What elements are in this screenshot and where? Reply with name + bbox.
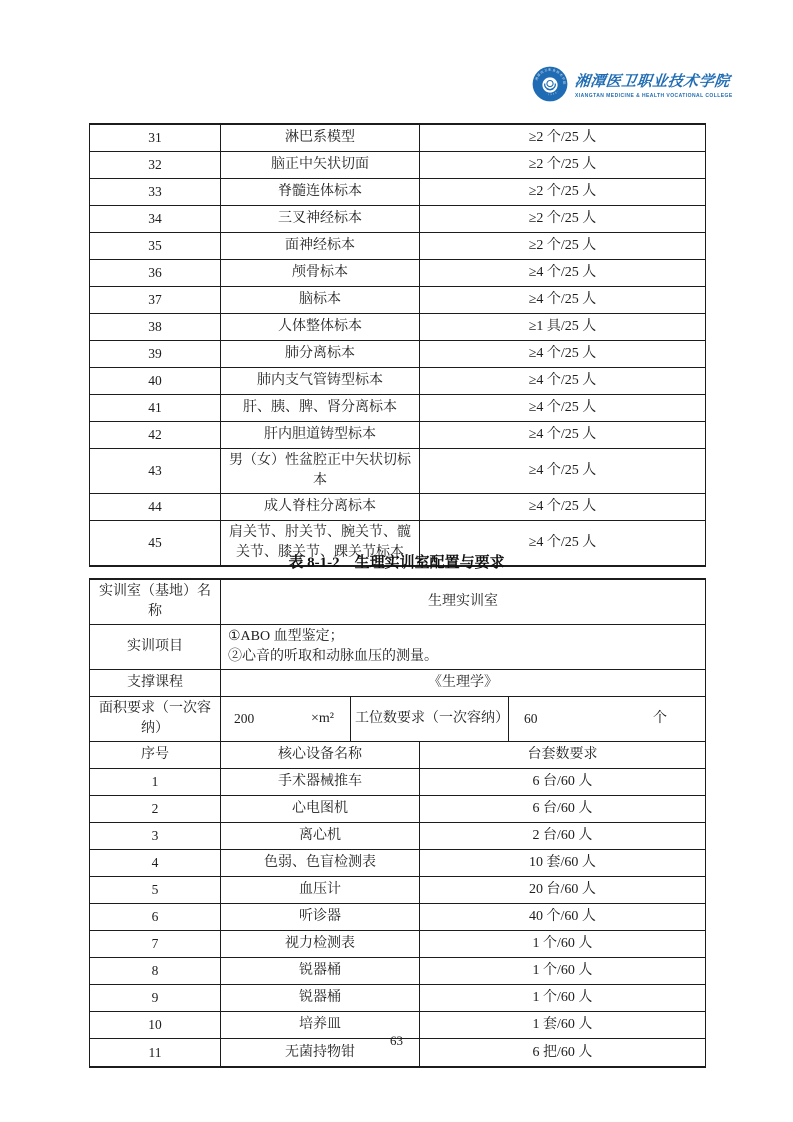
row-number-cell: 38	[90, 314, 221, 340]
specimen-name-cell: 肝、胰、脾、肾分离标本	[221, 395, 420, 421]
table-row	[90, 341, 705, 368]
specimen-name-cell: 肺内支气管铸型标本	[221, 368, 420, 394]
specimen-name-cell: 成人脊柱分离标本	[221, 494, 420, 520]
station-requirement-value-cell	[509, 697, 705, 741]
quantity-cell: 40 个/60 人	[529, 909, 596, 924]
specimen-name-cell: 人体整体标本	[221, 314, 420, 340]
row-number-cell: 34	[90, 206, 221, 232]
specimen-name-cell: 颅骨标本	[221, 260, 420, 286]
equipment-name-cell: 血压计	[221, 877, 420, 903]
row-number-cell: 45	[90, 521, 221, 565]
table-row	[90, 368, 705, 395]
table-row	[90, 449, 705, 494]
specimen-name-cell: 面神经标本	[221, 233, 420, 259]
quantity-cell: 6 把/60 人	[532, 1044, 593, 1060]
college-name-block	[575, 70, 733, 99]
row-number-cell: 35	[90, 233, 221, 259]
quantity-cell: ≥4 个/25 人	[528, 535, 597, 550]
quantity-cell: ≥4 个/25 人	[528, 265, 597, 280]
equipment-header-row	[90, 742, 705, 769]
college-seal-icon	[532, 66, 568, 102]
header-no: 序号	[90, 742, 221, 768]
table-row	[90, 314, 705, 341]
row-number-cell: 40	[90, 368, 221, 394]
station-requirement-label: 工位数要求（一次容纳）	[351, 697, 509, 741]
row-number-cell: 8	[90, 958, 221, 984]
college-logo	[532, 66, 733, 102]
anatomy-specimen-table	[89, 123, 706, 567]
equipment-rows	[90, 769, 705, 1066]
row-number-cell: 39	[90, 341, 221, 367]
quantity-cell: ≥4 个/25 人	[528, 463, 597, 478]
table-row	[90, 931, 705, 958]
row-number-cell: 42	[90, 422, 221, 448]
quantity-cell: ≥4 个/25 人	[528, 373, 597, 388]
specimen-name-cell: 男（女）性盆腔正中矢状切标本	[221, 449, 420, 493]
table-row	[90, 823, 705, 850]
station-value: 60	[524, 711, 538, 726]
row-number-cell: 9	[90, 985, 221, 1011]
equipment-name-cell: 听诊器	[221, 904, 420, 930]
table-row	[90, 877, 705, 904]
quantity-cell: ≥4 个/25 人	[528, 346, 597, 361]
row-number-cell: 36	[90, 260, 221, 286]
table-row	[90, 985, 705, 1012]
row-number-cell: 2	[90, 796, 221, 822]
quantity-cell: 2 台/60 人	[532, 828, 593, 843]
quantity-cell: 1 套/60 人	[532, 1017, 593, 1032]
equipment-name-cell: 离心机	[221, 823, 420, 849]
physiology-lab-table	[89, 578, 706, 1068]
table-row	[90, 850, 705, 877]
table-row	[90, 422, 705, 449]
specimen-name-cell: 三叉神经标本	[221, 206, 420, 232]
supporting-course-label: 支撑课程	[90, 670, 221, 696]
quantity-cell: 6 台/60 人	[532, 801, 593, 816]
table-row	[90, 904, 705, 931]
quantity-cell: ≥1 具/25 人	[528, 319, 597, 334]
table-row	[90, 395, 705, 422]
table-row	[90, 796, 705, 823]
area-unit: ×m²	[311, 711, 334, 726]
table-row	[90, 287, 705, 314]
quantity-cell: ≥4 个/25 人	[528, 499, 597, 514]
table-row	[90, 206, 705, 233]
row-number-cell: 1	[90, 769, 221, 795]
project-item-1: ①ABO 血型鉴定；	[228, 629, 344, 644]
equipment-name-cell: 锐器桶	[221, 958, 420, 984]
row-number-cell: 11	[90, 1039, 221, 1066]
college-name-cn: 湘潭医卫职业技术学院	[574, 73, 731, 90]
lab-name-row	[90, 580, 705, 625]
specimen-name-cell: 脑正中矢状切面	[221, 152, 420, 178]
row-number-cell: 10	[90, 1012, 221, 1038]
area-value: 200	[234, 711, 255, 726]
table-row	[90, 233, 705, 260]
specimen-name-cell: 肺分离标本	[221, 341, 420, 367]
table-row	[90, 260, 705, 287]
quantity-cell: ≥2 个/25 人	[528, 211, 597, 226]
supporting-course-row	[90, 670, 705, 697]
row-number-cell: 37	[90, 287, 221, 313]
row-number-cell: 7	[90, 931, 221, 957]
college-name-en: XIANGTAN MEDICINE & HEALTH VOCATIONAL COLLEGE	[575, 92, 733, 99]
quantity-cell: ≥4 个/25 人	[528, 292, 597, 307]
equipment-name-cell: 无菌持物钳	[221, 1039, 420, 1066]
row-number-cell: 44	[90, 494, 221, 520]
quantity-cell: ≥2 个/25 人	[528, 184, 597, 199]
lab-name-label: 实训室（基地）名称	[90, 580, 221, 624]
row-number-cell: 3	[90, 823, 221, 849]
quantity-cell: 20 台/60 人	[529, 882, 596, 897]
table-row	[90, 958, 705, 985]
lab-name-value: 生理实训室	[428, 594, 498, 609]
table-row	[90, 769, 705, 796]
svg-text:· 1 9 5 8 ·: · 1 9 5 8 ·	[545, 90, 560, 97]
table-title: 表 8-1-2 生理实训室配置与要求	[288, 555, 505, 571]
quantity-cell: 10 套/60 人	[529, 855, 596, 870]
quantity-cell: ≥2 个/25 人	[528, 130, 597, 145]
quantity-cell: ≥4 个/25 人	[528, 427, 597, 442]
supporting-course-value: 《生理学》	[428, 675, 498, 690]
area-station-row	[90, 697, 705, 742]
equipment-name-cell: 手术器械推车	[221, 769, 420, 795]
project-item-2: ②心音的听取和动脉血压的测量。	[228, 649, 438, 664]
quantity-cell: 1 个/60 人	[532, 963, 593, 978]
specimen-name-cell: 淋巴系模型	[221, 125, 420, 151]
area-requirement-value-cell	[221, 697, 351, 741]
specimen-name-cell: 脊髓连体标本	[221, 179, 420, 205]
station-unit: 个	[653, 711, 667, 726]
training-project-label: 实训项目	[90, 625, 221, 669]
training-project-row	[90, 625, 705, 670]
table-row	[90, 179, 705, 206]
equipment-name-cell: 心电图机	[221, 796, 420, 822]
table-row	[90, 125, 705, 152]
header-name: 核心设备名称	[221, 742, 420, 768]
row-number-cell: 4	[90, 850, 221, 876]
quantity-cell: ≥4 个/25 人	[528, 400, 597, 415]
table-row	[90, 494, 705, 521]
table-row	[90, 152, 705, 179]
seal-ring-text: 湘潭医卫职业技术学院	[534, 67, 567, 86]
row-number-cell: 43	[90, 449, 221, 493]
row-number-cell: 31	[90, 125, 221, 151]
row-number-cell: 32	[90, 152, 221, 178]
specimen-name-cell: 脑标本	[221, 287, 420, 313]
row-number-cell: 41	[90, 395, 221, 421]
row-number-cell: 33	[90, 179, 221, 205]
quantity-cell: 1 个/60 人	[532, 936, 593, 951]
specimen-name-cell: 肝内胆道铸型标本	[221, 422, 420, 448]
equipment-name-cell: 锐器桶	[221, 985, 420, 1011]
area-requirement-label: 面积要求（一次容纳）	[90, 697, 221, 741]
row-number-cell: 6	[90, 904, 221, 930]
quantity-cell: ≥2 个/25 人	[528, 157, 597, 172]
training-project-list	[221, 625, 705, 669]
quantity-cell: 1 个/60 人	[532, 990, 593, 1005]
row-number-cell: 5	[90, 877, 221, 903]
quantity-cell: 6 台/60 人	[532, 774, 593, 789]
header-qty: 台套数要求	[527, 747, 598, 762]
specimen-name-cell: 肩关节、肘关节、腕关节、髋关节、膝关节、踝关节标本	[221, 521, 420, 565]
equipment-name-cell: 色弱、色盲检测表	[221, 850, 420, 876]
equipment-name-cell: 视力检测表	[221, 931, 420, 957]
equipment-name-cell: 培养皿	[221, 1012, 420, 1038]
quantity-cell: ≥2 个/25 人	[528, 238, 597, 253]
page-number: 63	[390, 1033, 403, 1048]
